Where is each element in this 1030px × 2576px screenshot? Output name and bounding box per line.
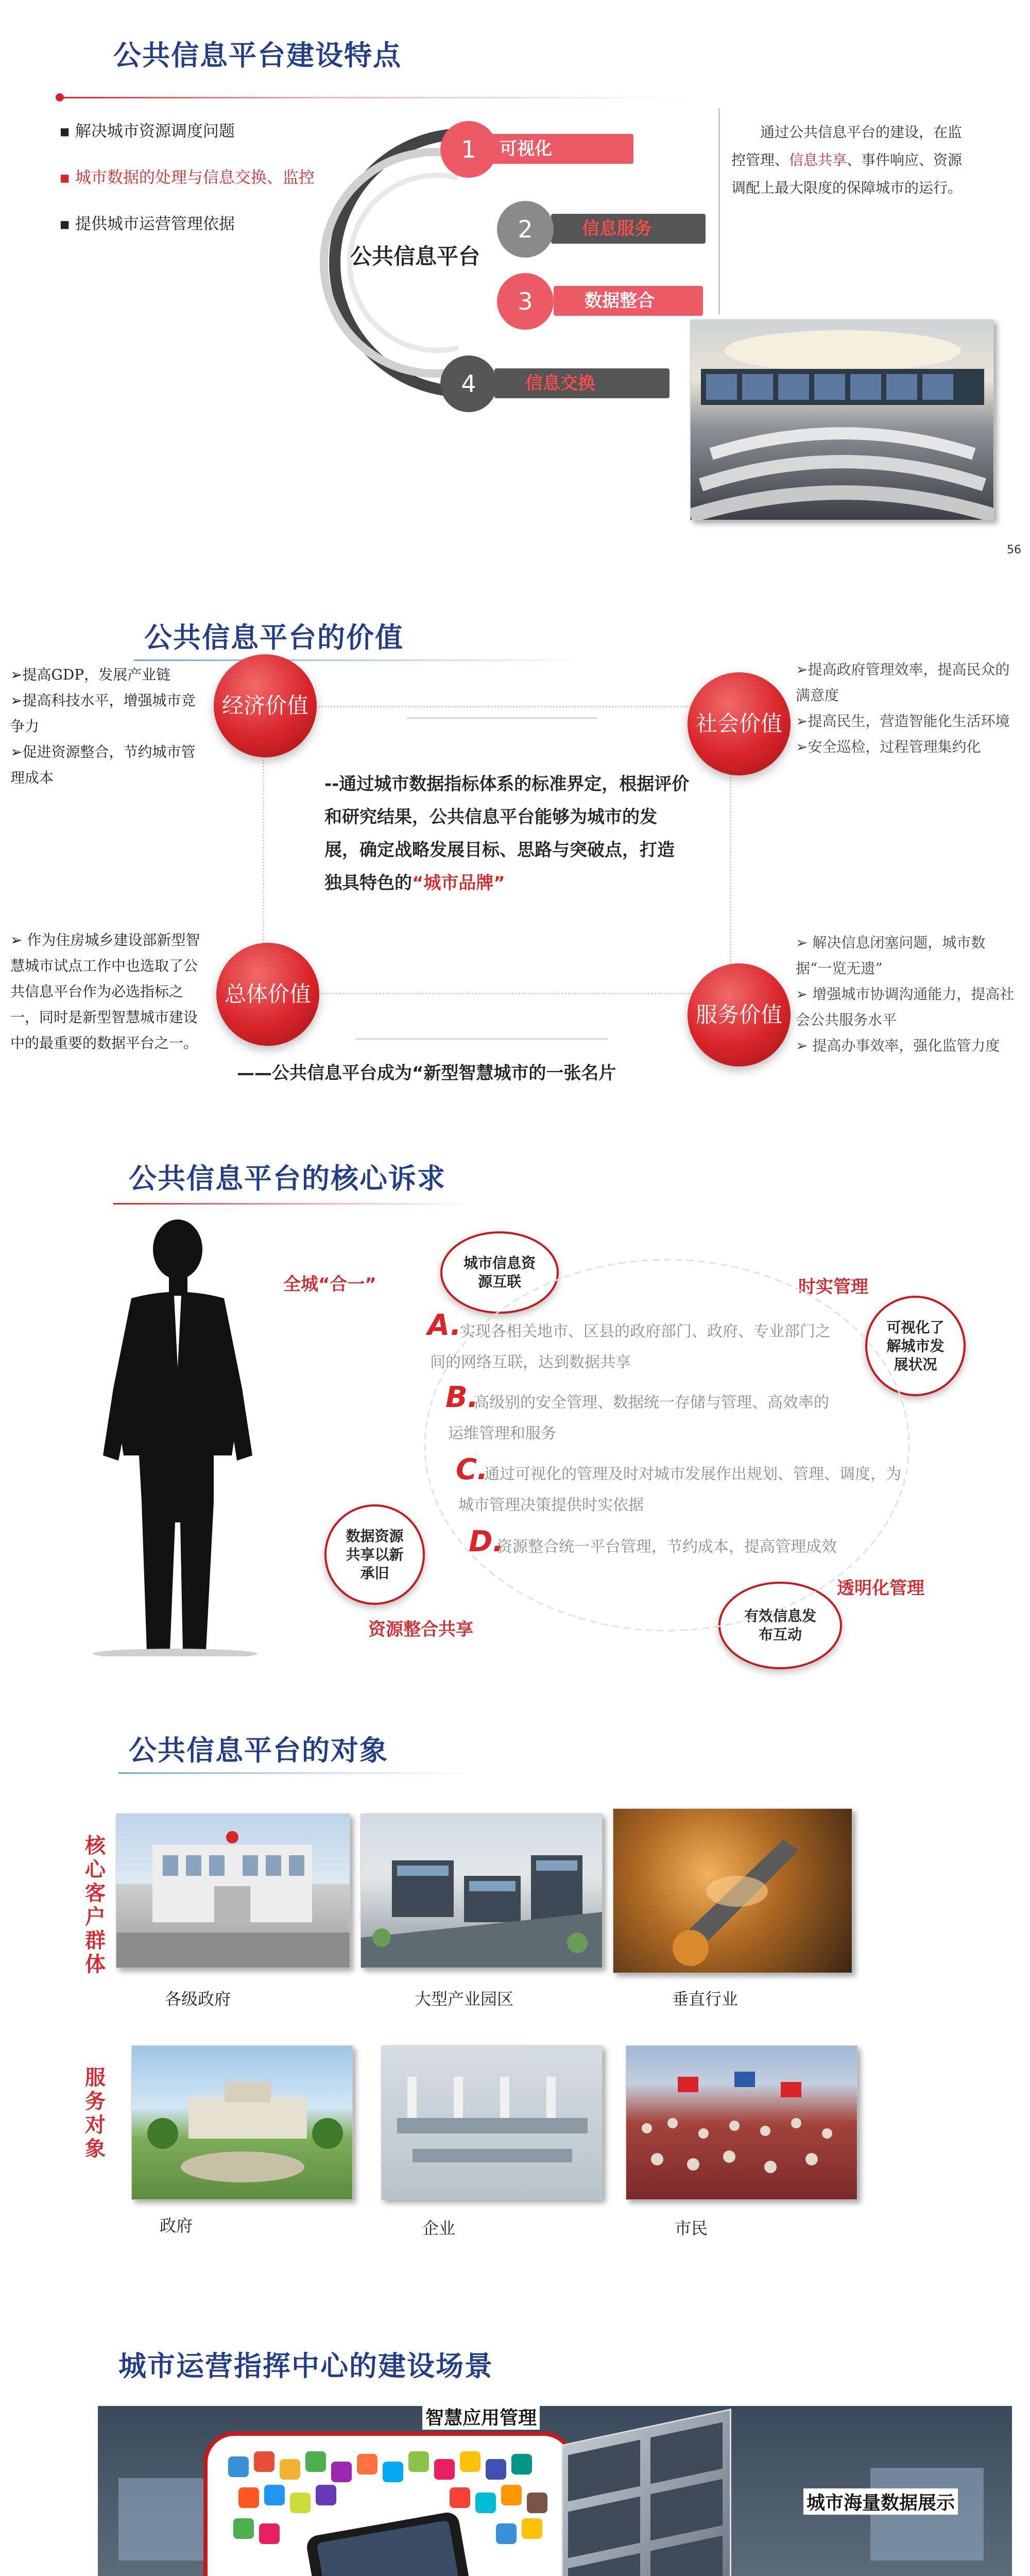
list-item: ➢提高科技水平，增强城市竞争力	[10, 692, 196, 735]
photo-industrial-park	[360, 1814, 603, 1968]
label-ziyuan: 资源整合共享	[368, 1619, 473, 1640]
underline-dot	[56, 93, 64, 101]
label-quancheng: 全城“合一”	[283, 1274, 376, 1295]
caption-citizens: 市民	[675, 2218, 708, 2238]
core-customer-label: 核心客户群体	[85, 1834, 106, 1976]
list-item: ➢提高GDP，发展产业链	[10, 666, 171, 683]
value-center-text: --通过城市数据指标体系的标准界定，根据评价和研究结果，公共信息平台能够为城市的发展，确定战略发展目标、思路与突破点，打造独具特色的“城市品牌”	[324, 774, 690, 893]
label-touming: 透明化管理	[837, 1578, 924, 1599]
item-number-badge: 1	[440, 121, 497, 178]
bullet-item: ▪ 解决城市资源调度问题	[59, 122, 235, 141]
list-item: ➢提高政府管理效率，提高民众的满意度	[796, 661, 1010, 704]
feature-item-info-service: 信息服务	[551, 214, 706, 244]
feature-item-info-exchange: 信息交换	[494, 368, 670, 398]
overall-value-circle: 总体价值	[216, 943, 319, 1046]
point-letter: D.	[469, 1525, 504, 1558]
caption-government: 各级政府	[165, 1989, 231, 2009]
platform-center-label: 公共信息平台	[350, 244, 480, 269]
label-shishi: 时实管理	[798, 1277, 868, 1297]
control-room-photo	[690, 319, 994, 520]
title-underline	[59, 97, 693, 98]
service-target-label: 服务对象	[85, 2066, 106, 2161]
decor-line	[355, 1038, 608, 1040]
section-title: 公共信息平台的价值	[144, 621, 404, 654]
bubble-resource-interconnect: 城市信息资源互联	[440, 1231, 559, 1314]
highlight-text: 信息共享	[789, 151, 847, 168]
service-value-circle: 服务价值	[688, 963, 791, 1066]
feature-item-visualization: 可视化	[469, 134, 633, 164]
section-command-center	[0, 2287, 1030, 2576]
caption-industrial-park: 大型产业园区	[415, 1989, 514, 2009]
point-text: 高级别的安全管理、数据统一存储与管理、高效率的运维管理和服务	[448, 1394, 829, 1443]
app-management-label: 智慧应用管理	[422, 2403, 540, 2430]
section-title: 公共信息平台的核心诉求	[129, 1162, 446, 1195]
caption-vertical-industry: 垂直行业	[672, 1989, 739, 2009]
section-title: 城市运营指挥中心的建设场景	[118, 2350, 493, 2382]
photo-government	[116, 1814, 350, 1968]
list-item: ➢ 增强城市协调沟通能力，提高社会公共服务水平	[796, 986, 1015, 1028]
social-points	[796, 657, 1017, 760]
smart-app-bubble	[203, 2432, 574, 2576]
list-item: ➢安全巡检，过程管理集约化	[796, 738, 981, 755]
bullet-item: ▪ 城市数据的处理与信息交换、监控	[59, 168, 315, 187]
value-footer-line: ——公共信息平台成为“新型智慧城市的一张名片	[237, 1063, 616, 1083]
point-letter: B.	[445, 1381, 478, 1414]
list-item: ➢ 解决信息闭塞问题，城市数据“一览无遗”	[796, 934, 986, 977]
section-core-demands	[0, 1128, 1030, 1680]
title-underline	[134, 659, 587, 661]
photo-government-campus	[131, 2045, 353, 2200]
section-platform-value	[0, 587, 1030, 1128]
economic-points	[10, 662, 206, 791]
list-item: ➢促进资源整合，节约城市管理成本	[10, 743, 196, 786]
section-platform-targets	[0, 1680, 1030, 2287]
item-number-badge: 2	[497, 201, 554, 258]
bubble-visualization: 可视化了解城市发展状况	[865, 1296, 966, 1396]
feature-description: 通过公共信息平台的建设，在监控管理、信息共享、事件响应、资源调配上最大限度的保障城市的运行。	[731, 124, 963, 196]
point-text: 实现各相关地市、区县的政府部门、政府、专业部门之间的网络互联，达到数据共享	[430, 1323, 831, 1371]
item-number-badge: 3	[497, 273, 554, 330]
feature-item-data-integration: 数据整合	[554, 286, 703, 316]
bubble-info-publish: 有效信息发布互动	[718, 1582, 842, 1669]
social-value-circle: 社会价值	[688, 672, 791, 775]
point-text: 资源整合统一平台管理，节约成本，提高管理成效	[497, 1538, 837, 1556]
caption-government-2: 政府	[160, 2216, 193, 2235]
photo-enterprise	[381, 2045, 603, 2200]
businessman-silhouette	[82, 1213, 268, 1656]
caption-enterprise: 企业	[422, 2218, 456, 2238]
section-divider-line	[718, 108, 720, 314]
bubble-data-sharing: 数据资源共享以新承旧	[324, 1504, 425, 1605]
title-underline	[113, 1203, 474, 1205]
overall-value-text: ➢ 作为住房城乡建设部新型智慧城市试点工作中也选取了公共信息平台作为必选指标之一，同时是新型智慧城市建设中的最重要的数据平台之一。	[10, 931, 200, 1052]
list-item: ➢ 提高办事效率，强化监管力度	[796, 1037, 1000, 1054]
photo-vertical-industry	[613, 1808, 852, 1973]
section-title: 公共信息平台的对象	[129, 1734, 388, 1767]
bullet-item: ▪ 提供城市运营管理依据	[59, 215, 235, 233]
title-underline	[118, 1772, 479, 1774]
economic-value-circle: 经济价值	[214, 654, 317, 757]
point-text: 通过可视化的管理及时对城市发展作出规划、管理、调度，为城市管理决策提供时实依据	[458, 1465, 901, 1514]
section-title: 公共信息平台建设特点	[113, 39, 402, 72]
list-item: ➢提高民生，营造智能化生活环境	[796, 713, 1010, 730]
service-points	[796, 930, 1017, 1059]
data-display-label: 城市海量数据展示	[803, 2488, 958, 2515]
section-platform-features	[0, 0, 1030, 567]
photo-citizens	[626, 2045, 857, 2200]
page-number: 56	[1007, 544, 1021, 556]
item-number-badge: 4	[440, 355, 497, 412]
point-letter: A.	[427, 1309, 461, 1342]
decor-line	[407, 717, 597, 719]
highlight-text: “城市品牌”	[412, 873, 505, 893]
point-letter: C.	[456, 1453, 488, 1486]
